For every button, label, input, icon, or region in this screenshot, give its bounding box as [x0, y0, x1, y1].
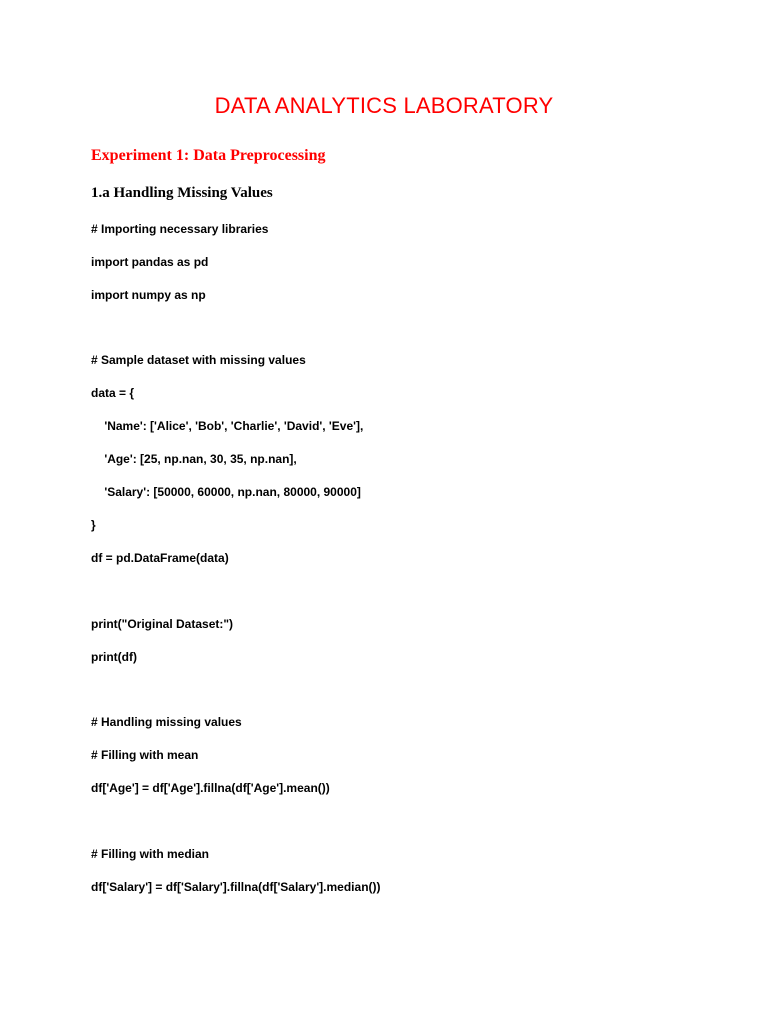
code-line: print(df) — [91, 650, 137, 664]
code-line: data = { — [91, 386, 135, 400]
code-line: # Sample dataset with missing values — [91, 353, 306, 367]
code-line: # Filling with median — [91, 847, 210, 861]
code-line: # Handling missing values — [91, 715, 242, 729]
code-line: # Filling with mean — [91, 748, 199, 762]
code-line: } — [91, 518, 96, 532]
code-line: df['Age'] = df['Age'].fillna(df['Age'].mean()) — [91, 781, 330, 795]
section-heading: 1.a Handling Missing Values — [91, 185, 273, 201]
code-line: print("Original Dataset:") — [91, 617, 234, 631]
code-line: 'Name': ['Alice', 'Bob', 'Charlie', 'David', 'Eve'], — [91, 419, 364, 433]
code-line: df = pd.DataFrame(data) — [91, 551, 229, 565]
code-line: df['Salary'] = df['Salary'].fillna(df['Salary'].median()) — [91, 880, 381, 894]
code-line: # Importing necessary libraries — [91, 222, 269, 236]
code-line: import pandas as pd — [91, 255, 209, 269]
code-line: 'Age': [25, np.nan, 30, 35, np.nan], — [91, 452, 297, 466]
code-line: import numpy as np — [91, 288, 206, 302]
experiment-heading: Experiment 1: Data Preprocessing — [91, 147, 326, 164]
code-line: 'Salary': [50000, 60000, np.nan, 80000, 90000] — [91, 485, 361, 499]
document-title: DATA ANALYTICS LABORATORY — [214, 93, 554, 118]
